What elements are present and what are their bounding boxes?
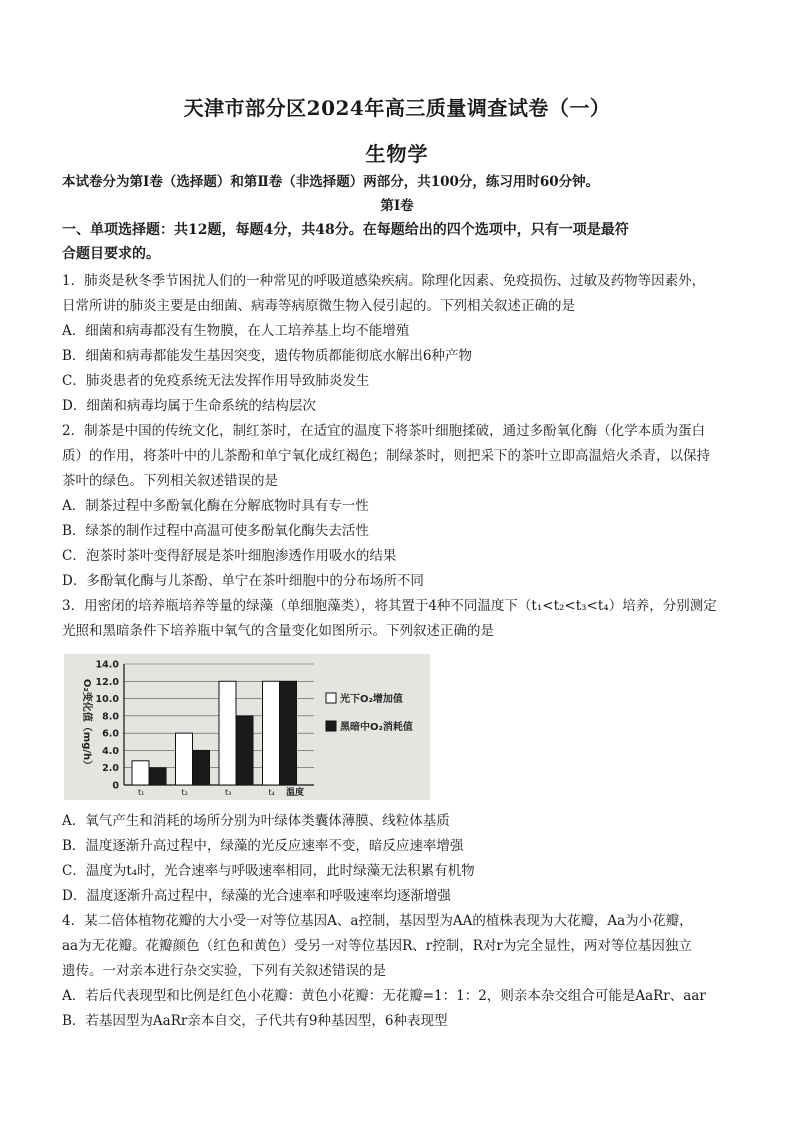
y-tick-label: 6.0: [102, 728, 119, 740]
q1-stem-line2: 日常所讲的肺炎主要是由细菌、病毒等病原微生物入侵引起的。下列相关叙述正确的是: [62, 298, 575, 314]
q3-stem-line1: 3．用密闭的培养瓶培养等量的绿藻（单细胞藻类），将其置于4种不同温度下（t₁<t₂<t₃<t₄）培养，分别测定: [62, 598, 717, 614]
bar-light: [219, 681, 236, 785]
q1-option-d: D．细菌和病毒均属于生命系统的结构层次: [62, 398, 316, 414]
q1-option-a: A．细菌和病毒都没有生物膜，在人工培养基上均不能增殖: [62, 323, 410, 339]
q2-option-a: A．制茶过程中多酚氧化酶在分解底物时具有专一性: [62, 498, 369, 514]
q3-stem-line2: 光照和黑暗条件下培养瓶中氧气的含量变化如图所示。下列叙述正确的是: [62, 623, 494, 639]
legend-label: 光下O₂增加值: [340, 694, 403, 705]
q4-stem-line3: 遗传。一对亲本进行杂交实验，下列有关叙述错误的是: [62, 963, 386, 979]
volume-heading: 第Ⅰ卷: [380, 198, 414, 214]
q4-option-a: A．若后代表现型和比例是红色小花瓣：黄色小花瓣：无花瓣=1：1：2，则亲本杂交组合可能是AaRr、aar: [62, 988, 706, 1004]
q2-stem-line1: 2．制茶是中国的传统文化，制红茶时，在适宜的温度下将茶叶细胞揉破，通过多酚氧化酶（化学本质为蛋白: [62, 423, 706, 439]
legend-swatch: [326, 721, 336, 731]
section-heading-line1: 一、单项选择题：共12题，每题4分，共48分。在每题给出的四个选项中，只有一项是最符: [62, 222, 629, 238]
y-tick-label: 8.0: [102, 711, 119, 723]
exam-intro: 本试卷分为第Ⅰ卷（选择题）和第Ⅱ卷（非选择题）两部分，共100分，练习用时60分钟。: [62, 174, 600, 190]
q1-option-b: B．细菌和病毒都能发生基因突变，遗传物质都能彻底水解出6种产物: [62, 348, 473, 364]
subject-title: 生物学: [365, 142, 429, 166]
q2-option-c: C．泡茶时茶叶变得舒展是茶叶细胞渗透作用吸水的结果: [62, 548, 397, 564]
q1-stem-line1: 1．肺炎是秋冬季节困扰人们的一种常见的呼吸道感染疾病。除理化因素、免疫损伤、过敏及药物等因素外，: [62, 273, 706, 289]
y-tick-label: 14.0: [95, 659, 119, 671]
bar-light: [132, 761, 149, 785]
x-tick-label: t₄: [268, 788, 275, 797]
y-tick-label: 0: [112, 780, 119, 792]
y-tick-label: 10.0: [95, 694, 119, 706]
bar-light: [263, 681, 280, 785]
bar-dark: [193, 750, 210, 785]
x-tick-label: t₁: [138, 788, 145, 797]
q4-stem-line2: aa为无花瓣。花瓣颜色（红色和黄色）受另一对等位基因R、r控制，R对r为完全显性，两对等位基因独立: [62, 938, 692, 954]
y-tick-label: 12.0: [95, 676, 119, 688]
bar-light: [176, 733, 193, 785]
q3-option-b: B．温度逐渐升高过程中，绿藻的光反应速率不变，暗反应速率增强: [62, 838, 464, 854]
x-tick-label: t₃: [225, 788, 232, 797]
bar-dark: [149, 768, 166, 785]
oxygen-bar-chart: [64, 654, 430, 800]
x-tick-label: t₂: [181, 788, 188, 797]
bar-dark: [280, 681, 297, 785]
y-tick-label: 2.0: [102, 763, 119, 775]
bar-dark: [236, 716, 253, 785]
legend-swatch: [326, 693, 336, 703]
q3-option-d: D．温度逐渐升高过程中，绿藻的光合速率和呼吸速率均逐渐增强: [62, 888, 451, 904]
q2-stem-line3: 茶叶的绿色。下列相关叙述错误的是: [62, 473, 278, 489]
y-axis-label: O₂变化值（mg/h）: [81, 678, 92, 771]
q2-stem-line2: 质）的作用，将茶叶中的儿茶酚和单宁氧化成红褐色；制绿茶时，则把采下的茶叶立即高温焙火杀青，以保持: [62, 448, 710, 464]
exam-title: 天津市部分区2024年高三质量调查试卷（一）: [183, 96, 611, 120]
x-axis-label: 温度: [286, 788, 305, 798]
q2-option-d: D．多酚氧化酶与儿茶酚、单宁在茶叶细胞中的分布场所不同: [62, 573, 424, 589]
q3-option-a: A．氧气产生和消耗的场所分别为叶绿体类囊体薄膜、线粒体基质: [62, 813, 450, 829]
q4-stem-line1: 4．某二倍体植物花瓣的大小受一对等位基因A、a控制，基因型为AA的植株表现为大花瓣，Aa为小花瓣，: [62, 913, 693, 929]
chart-canvas: [64, 654, 430, 800]
section-heading-line2: 合题目要求的。: [62, 246, 160, 262]
legend-label: 黑暗中O₂消耗值: [340, 722, 413, 733]
q1-option-c: C．肺炎患者的免疫系统无法发挥作用导致肺炎发生: [62, 373, 370, 389]
q2-option-b: B．绿茶的制作过程中高温可使多酚氧化酶失去活性: [62, 523, 369, 539]
q3-option-c: C．温度为t₄时，光合速率与呼吸速率相同，此时绿藻无法积累有机物: [62, 863, 475, 879]
y-tick-label: 4.0: [102, 745, 119, 757]
q4-option-b: B．若基因型为AaRr亲本自交，子代共有9种基因型，6种表现型: [62, 1013, 448, 1029]
